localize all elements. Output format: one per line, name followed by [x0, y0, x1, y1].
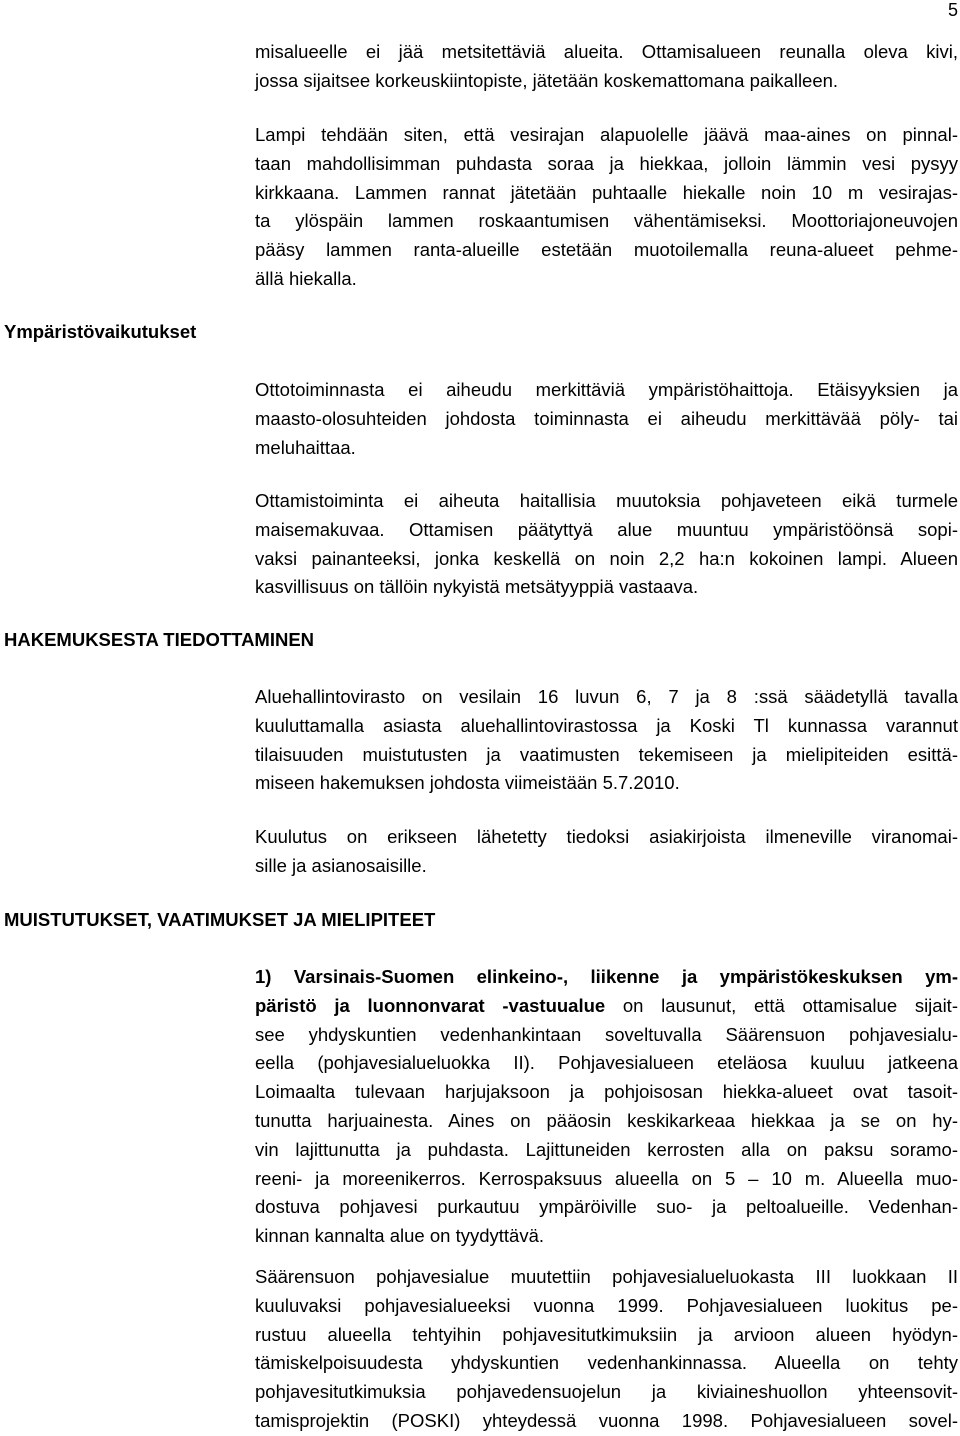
hakemus-paragraph-1 — [255, 683, 958, 798]
text-line: reeni- ja moreenikerros. Kerrospaksuus alueella on 5 – 10 m. Alueella muo- — [255, 1167, 958, 1189]
section-heading-hakemuksesta-tiedottaminen: HAKEMUKSESTA TIEDOTTAMINEN — [4, 629, 315, 650]
ymparisto-paragraph-2 — [255, 487, 958, 602]
text-line: Säärensuon pohjavesialue muutettiin pohjavesialueluokasta III luokkaan II — [255, 1266, 958, 1287]
intro-paragraph-2 — [255, 121, 958, 294]
text-line: eella (pohjavesialueluokka II). Pohjavesialueen eteläosa kuuluu jatkeena — [255, 1052, 958, 1074]
text-line: rustuu alueella tehtyihin pohjavesitutkimuksiin ja arvioon alueen hyödyn- — [255, 1323, 958, 1345]
text-line: pääsy lammen ranta-alueille estetään muotoilemalla reuna-alueet pehme- — [255, 239, 958, 261]
text-line: tilaisuuden muistutusten ja vaatimusten tekemiseen ja mielipiteiden esittä- — [255, 743, 958, 765]
text-line: Ottamistoiminta ei aiheuta haitallisia muutoksia pohjaveteen eikä turmele — [255, 490, 958, 511]
text-line: misalueelle ei jää metsitettäviä alueita. Ottamisalueen reunalla oleva kivi, — [255, 41, 958, 62]
text: on lausunut, että ottamisalue sijait- — [605, 994, 958, 1016]
section-heading-ymparistovaikutukset: Ympäristövaikutukset — [4, 321, 197, 342]
muistutukset-paragraph-1 — [255, 963, 958, 1251]
text-line: kinnan kannalta alue on tyydyttävä. — [255, 1225, 544, 1247]
text-line — [255, 992, 958, 1021]
text-line: dostuva pohjavesi purkautuu ympäröiville suo- ja peltoalueille. Vedenhan- — [255, 1196, 958, 1218]
text-line: meluhaittaa. — [255, 436, 356, 458]
text-line: kuuluvaksi pohjavesialueeksi vuonna 1999. Pohjavesialueen luokitus pe- — [255, 1294, 958, 1316]
text-line: pohjavesitutkimuksia pohjavedensuojelun ja kiviaineshuollon yhteensovit- — [255, 1381, 958, 1403]
text-line: Aluehallintovirasto on vesilain 16 luvun 6, 7 ja 8 :ssä säädetyllä tavalla — [255, 686, 958, 707]
section-heading-muistutukset: MUISTUTUKSET, VAATIMUKSET JA MIELIPITEET — [4, 909, 436, 930]
text-line: maasto-olosuhteiden johdosta toiminnasta ei aiheudu merkittävää pöly- tai — [255, 407, 958, 429]
intro-paragraph-1 — [255, 38, 958, 96]
text-line: kuuluttamalla asiasta aluehallintovirastossa ja Koski Tl kunnassa varannut — [255, 714, 958, 736]
text-line: see yhdyskuntien vedenhankintaan soveltuvalla Säärensuon pohjavesialu- — [255, 1023, 958, 1045]
text-line: ta ylöspäin lammen roskaantumisen vähentämiseksi. Moottoriajoneuvojen — [255, 210, 958, 232]
text-line: 1) Varsinais-Suomen elinkeino-, liikenne ja ympäristökeskuksen ym- — [255, 966, 958, 987]
text-line: vin lajittunutta ja puhdasta. Lajittuneiden kerrosten alla on paksu soramo- — [255, 1138, 958, 1160]
text-line: maisemakuvaa. Ottamisen päätyttyä alue muuntuu ympäristöönsä sopi- — [255, 518, 958, 540]
muistutukset-paragraph-2 — [255, 1263, 958, 1436]
text-line: taan mahdollisimman puhdasta soraa ja hiekkaa, jolloin lämmin vesi pysyy — [255, 152, 958, 174]
ymparisto-paragraph-1 — [255, 376, 958, 462]
text-line: ällä hiekalla. — [255, 267, 357, 289]
text-line: kasvillisuus on tällöin nykyistä metsätyyppiä vastaava. — [255, 576, 699, 598]
text-line: sille ja asianosaisille. — [255, 854, 427, 876]
page-number: 5 — [947, 0, 958, 20]
text-line: Ottotoiminnasta ei aiheudu merkittäviä ympäristöhaittoja. Etäisyyksien ja — [255, 379, 958, 400]
text-line: vaksi painanteeksi, jonka keskellä on noin 2,2 ha:n kokoinen lampi. Alueen — [255, 547, 958, 569]
text-line: kirkkaana. Lammen rannat jätetään puhtaalle hiekalle noin 10 m vesirajas- — [255, 181, 958, 203]
text-line: jossa sijaitsee korkeuskiintopiste, jätetään koskemattomana paikalleen. — [255, 69, 839, 91]
text-line: tämiskelpoisuudesta yhdyskuntien vedenhankinnassa. Alueella on tehty — [255, 1352, 958, 1374]
text-line: tamisprojektin (POSKI) yhteydessä vuonna 1998. Pohjavesialueen sovel- — [255, 1409, 958, 1431]
hakemus-paragraph-2 — [255, 823, 958, 881]
bold-text: päristö ja luonnonvarat -vastuualue — [255, 994, 606, 1016]
text-line: tunutta harjuainesta. Aines on pääosin keskikarkeaa hiekkaa ja se on hy- — [255, 1109, 958, 1131]
text-line: Lampi tehdään siten, että vesirajan alapuolelle jäävä maa-aines on pinnal- — [255, 124, 958, 145]
text-line: Loimaalta tulevaan harjujaksoon ja pohjoisosan hiekka-alueet ovat tasoit- — [255, 1081, 958, 1103]
text-line: Kuulutus on erikseen lähetetty tiedoksi asiakirjoista ilmeneville viranomai- — [255, 826, 958, 847]
text-line: miseen hakemuksen johdosta viimeistään 5.7.2010. — [255, 772, 680, 794]
